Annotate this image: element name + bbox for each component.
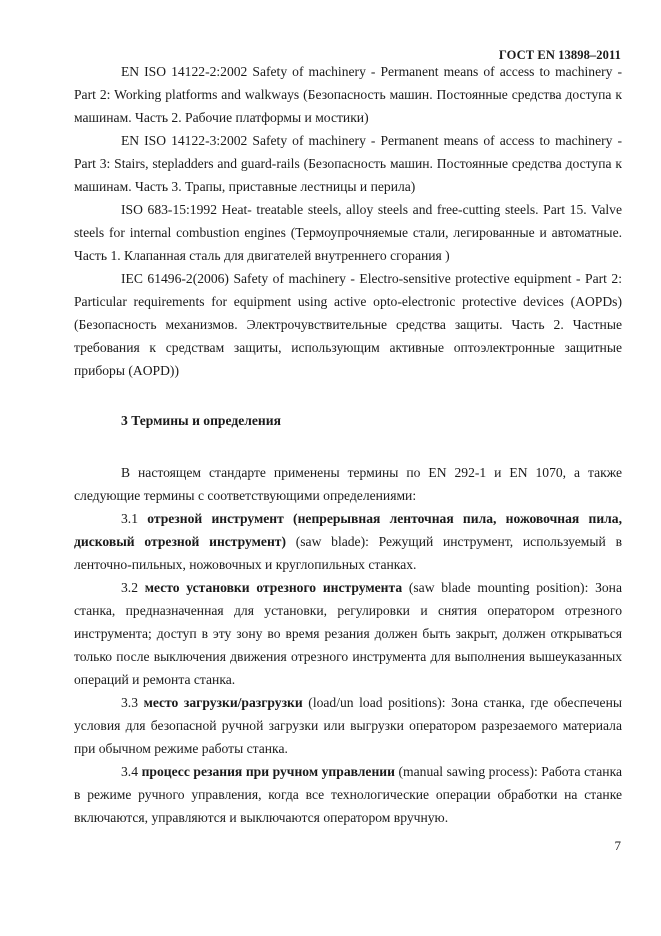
term-name: место установки отрезного инструмента: [144, 580, 403, 595]
section-heading: 3 Термины и определения: [121, 413, 281, 428]
term-definition: (saw blade mounting position): Зона станка, предназначенная для установки, регулировки и снятия оператором отрезного инструмента; доступ в эту зону во время резания должен быть закрыт, должен открываться только после выключения движения отрезного инструмента для выполнения вышеуказанных операций и ремонта станка.: [74, 580, 622, 687]
term-definition: (manual sawing process): Работа станка в режиме ручного управления, когда все технологические операции обработки на станке включаются, управляются и выключаются оператором вручную.: [74, 764, 622, 825]
reference-item: IEC 61496-2(2006) Safety of machinery - Electro-sensitive protective equipment - Part 2: Particular requirements for equipment using active opto-electronic protective devices (AOPDs) (Безопасность механизмов. Электрочувствительные средства защиты. Часть 2. Частные требования к средствам защиты, использующим активные оптоэлектронные защитные приборы (AOPD)): [74, 271, 622, 378]
term-entry: [74, 691, 622, 760]
reference-item: ISO 683-15:1992 Heat- treatable steels, alloy steels and free-cutting steels. Part 15. Valve steels for internal combustion engines (Термоупрочняемые стали, легированные и автоматные. Часть 1. Клапанная сталь для двигателей внутреннего сгорания ): [74, 202, 622, 263]
term-number: 3.1: [121, 511, 138, 526]
standard-header: ГОСТ EN 13898–2011: [498, 48, 621, 62]
term-name: процесс резания при ручном управлении: [141, 764, 395, 779]
page-content: [74, 60, 622, 829]
term-entry: [74, 576, 622, 691]
term-name: место загрузки/разгрузки: [143, 695, 303, 710]
term-entry: [74, 760, 622, 829]
reference-item: EN ISO 14122-2:2002 Safety of machinery - Permanent means of access to machinery - Part 2: Working platforms and walkways (Безопасность машин. Постоянные средства доступа к машинам. Часть 2. Рабочие платформы и мостики): [74, 64, 622, 125]
term-name: отрезной инструмент (непрерывная ленточная пила, ножовочная пила, дисковый отрезной инструмент): [74, 511, 622, 549]
term-definition: (load/un load positions): Зона станка, где обеспечены условия для безопасной ручной загрузки или выгрузки оператором разрезаемого материала при обычном режиме работы станка.: [74, 695, 622, 756]
section-intro: В настоящем стандарте применены термины по EN 292-1 и EN 1070, а также следующие термины с соответствующими определениями:: [74, 465, 622, 503]
term-number: 3.2: [121, 580, 138, 595]
term-entry: [74, 507, 622, 576]
term-definition: (saw blade): Режущий инструмент, используемый в ленточно-пильных, ножовочных и круглопильных станках.: [74, 534, 622, 572]
term-number: 3.4: [121, 764, 138, 779]
reference-item: EN ISO 14122-3:2002 Safety of machinery - Permanent means of access to machinery - Part 3: Stairs, stepladders and guard-rails (Безопасность машин. Постоянные средства доступа к машинам. Часть 3. Трапы, приставные лестницы и перила): [74, 133, 622, 194]
term-number: 3.3: [121, 695, 138, 710]
page-number: 7: [614, 838, 621, 853]
